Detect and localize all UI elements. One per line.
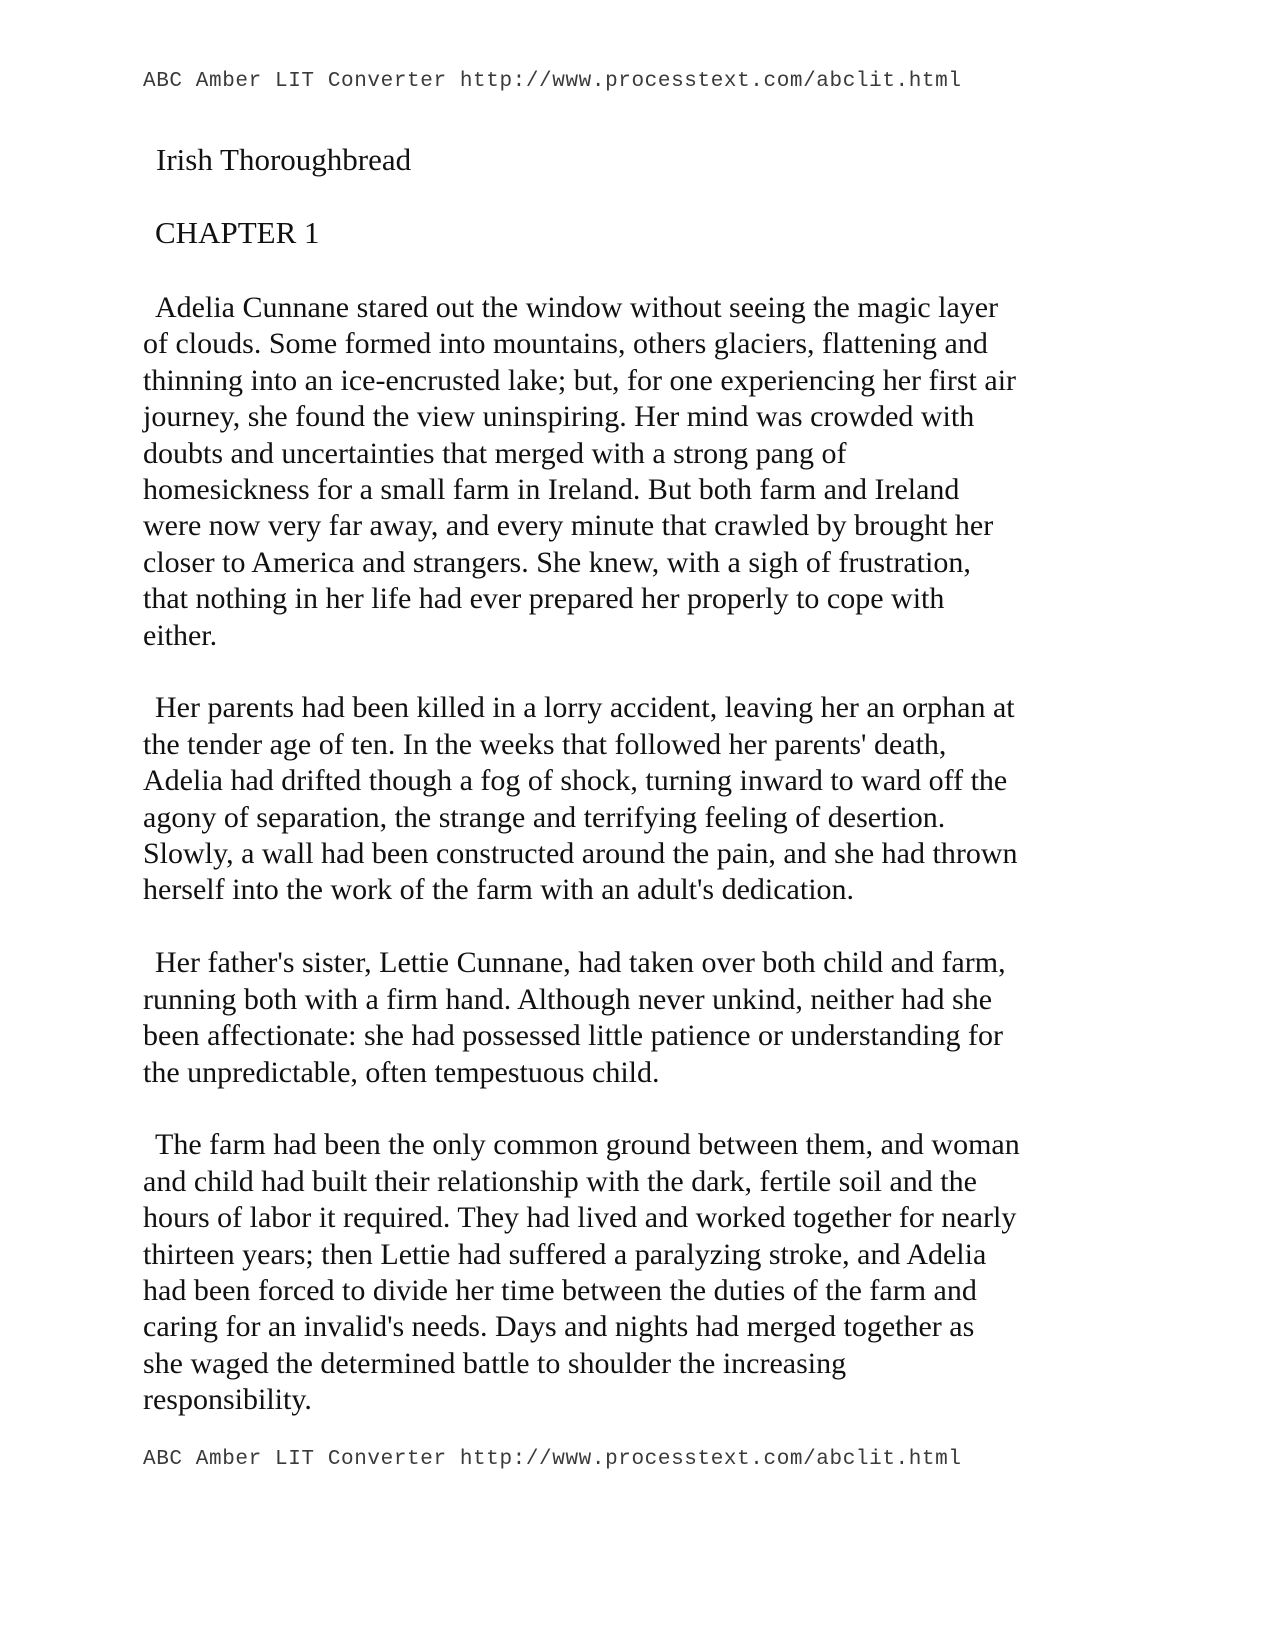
paragraph-3 xyxy=(143,945,1083,1091)
text-line: responsibility. xyxy=(143,1383,312,1417)
chapter-heading: CHAPTER 1 xyxy=(155,215,320,250)
text-line: either. xyxy=(143,618,218,652)
text-line: journey, she found the view uninspiring. Her mind was crowded with xyxy=(143,400,975,434)
text-line: she waged the determined battle to shoulder the increasing xyxy=(143,1346,847,1380)
text-line: the unpredictable, often tempestuous child. xyxy=(143,1055,660,1089)
book-title: Irish Thoroughbread xyxy=(156,142,412,177)
running-header: ABC Amber LIT Converter http://www.processtext.com/abclit.html xyxy=(143,70,962,93)
paragraph-2 xyxy=(143,690,1083,908)
text-line: Her father's sister, Lettie Cunnane, had taken over both child and farm, xyxy=(155,946,1006,980)
text-line: Slowly, a wall had been constructed around the pain, and she had thrown xyxy=(143,837,1018,871)
text-line: thinning into an ice-encrusted lake; but, for one experiencing her first air xyxy=(143,363,1017,397)
text-line: been affectionate: she had possessed little patience or understanding for xyxy=(143,1019,1003,1053)
text-line: Adelia Cunnane stared out the window without seeing the magic layer xyxy=(155,291,999,324)
text-line: and child had built their relationship with the dark, fertile soil and the xyxy=(143,1164,977,1198)
paragraph-1 xyxy=(143,290,1083,654)
text-line: the tender age of ten. In the weeks that followed her parents' death, xyxy=(143,727,947,761)
text-line: Adelia had drifted though a fog of shock, turning inward to ward off the xyxy=(143,764,1008,798)
paragraph-4 xyxy=(143,1127,1083,1418)
text-line: homesickness for a small farm in Ireland. But both farm and Ireland xyxy=(143,473,960,507)
text-line: Her parents had been killed in a lorry accident, leaving her an orphan at xyxy=(155,691,1015,725)
chapter-body xyxy=(143,290,1083,1455)
text-line: doubts and uncertainties that merged with a strong pang of xyxy=(143,436,847,470)
text-line: closer to America and strangers. She knew, with a sigh of frustration, xyxy=(143,545,971,579)
text-line: were now very far away, and every minute that crawled by brought her xyxy=(143,509,994,543)
running-footer: ABC Amber LIT Converter http://www.processtext.com/abclit.html xyxy=(143,1448,962,1471)
text-line: that nothing in her life had ever prepared her properly to cope with xyxy=(143,582,945,616)
text-line: hours of labor it required. They had lived and worked together for nearly xyxy=(143,1201,1017,1235)
text-line: The farm had been the only common ground between them, and woman xyxy=(155,1128,1020,1162)
text-line: agony of separation, the strange and terrifying feeling of desertion. xyxy=(143,800,946,834)
text-line: running both with a firm hand. Although never unkind, neither had she xyxy=(143,982,993,1016)
text-line: of clouds. Some formed into mountains, others glaciers, flattening and xyxy=(143,327,988,361)
text-line: thirteen years; then Lettie had suffered a paralyzing stroke, and Adelia xyxy=(143,1237,987,1271)
text-line: herself into the work of the farm with an adult's dedication. xyxy=(143,873,855,907)
text-line: caring for an invalid's needs. Days and nights had merged together as xyxy=(143,1310,975,1344)
text-line: had been forced to divide her time between the duties of the farm and xyxy=(143,1273,977,1307)
